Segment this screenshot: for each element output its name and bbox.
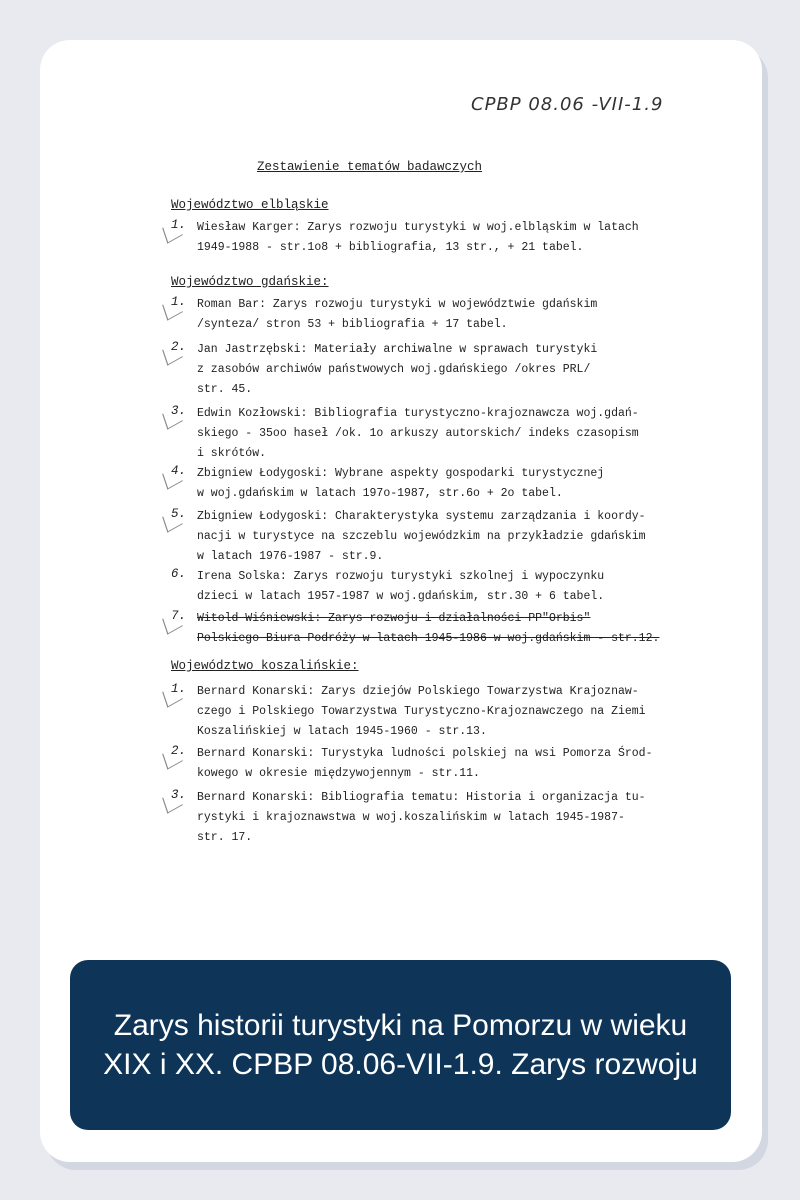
- item-number: 2.: [171, 340, 187, 354]
- list-item: [171, 567, 701, 607]
- item-text: Zbigniew Łodygoski: Wybrane aspekty gospodarki turystycznej w woj.gdańskim w latach 197o-1987, str.6o + 2o tabel.: [197, 467, 605, 500]
- item-number: 4.: [171, 464, 187, 478]
- item-text: Edwin Kozłowski: Bibliografia turystyczno-krajoznawcza woj.gdań- skiego - 35oo haseł /ok. 1o arkuszy autorskich/ indeks czasopism i skrótów.: [197, 407, 639, 460]
- caption-text: Zarys historii turystyki na Pomorzu w wieku XIX i XX. CPBP 08.06-VII-1.9. Zarys rozwoju: [103, 1009, 698, 1081]
- item-number: 1.: [171, 295, 187, 309]
- document-title: Zestawienie tematów badawczych: [257, 160, 483, 174]
- list-item: [171, 507, 701, 567]
- item-number: 3.: [171, 788, 187, 802]
- list-item: [171, 788, 701, 848]
- section-heading-elblaskie: Województwo elbląskie: [171, 198, 329, 212]
- item-text: Bernard Konarski: Zarys dziejów Polskiego Towarzystwa Krajoznaw- czego i Polskiego Towarzystwa Turystyczno-Krajoznawczego na Ziemi Koszalińskiej w latach 1945-1960 - str.13.: [197, 685, 646, 738]
- item-number: 6.: [171, 567, 187, 581]
- list-item: [171, 218, 701, 258]
- item-text: Bernard Konarski: Turystyka ludności polskiej na wsi Pomorza Środ- kowego w okresie międzywojennym - str.11.: [197, 747, 653, 780]
- section-heading-koszalinskie: Województwo koszalińskie:: [171, 659, 359, 673]
- item-text: Witold Wiśniewski: Zarys rozwoju i działalności PP"Orbis" Polskiego Biura Podróży w latach 1945-1986 w woj.gdańskim - str.12.: [197, 612, 660, 645]
- item-text: Roman Bar: Zarys rozwoju turystyki w województwie gdańskim /synteza/ stron 53 + bibliografia + 17 tabel.: [197, 298, 598, 331]
- item-number: 5.: [171, 507, 187, 521]
- item-text: Zbigniew Łodygoski: Charakterystyka systemu zarządzania i koordy- nacji w turystyce na szczeblu wojewódzkim na przykładzie gdańskim w latach 1976-1987 - str.9.: [197, 510, 646, 563]
- list-item-struck: [171, 609, 701, 649]
- item-text: Irena Solska: Zarys rozwoju turystyki szkolnej i wypoczynku dzieci w latach 1957-1987 w woj.gdańskim, str.30 + 6 tabel.: [197, 570, 605, 603]
- list-item: [171, 404, 701, 464]
- list-item: [171, 464, 701, 504]
- item-text: Wiesław Karger: Zarys rozwoju turystyki w woj.elbląskim w latach 1949-1988 - str.1o8 + bibliografia, 13 str., + 21 tabel.: [197, 221, 639, 254]
- list-item: [171, 682, 701, 742]
- list-item: [171, 744, 701, 784]
- list-item: [171, 340, 701, 400]
- list-item: [171, 295, 701, 335]
- item-number: 2.: [171, 744, 187, 758]
- document-page: [93, 70, 708, 930]
- item-text: Jan Jastrzębski: Materiały archiwalne w sprawach turystyki z zasobów archiwów państwowych woj.gdańskiego /okres PRL/ str. 45.: [197, 343, 598, 396]
- caption-banner: [70, 960, 731, 1130]
- item-number: 3.: [171, 404, 187, 418]
- item-number: 1.: [171, 218, 187, 232]
- item-text: Bernard Konarski: Bibliografia tematu: Historia i organizacja tu- rystyki i krajoznawstwa w woj.koszalińskim w latach 1945-1987- str. 17.: [197, 791, 646, 844]
- item-number: 7.: [171, 609, 187, 623]
- item-number: 1.: [171, 682, 187, 696]
- archive-stamp: CPBP 08.06 -VII-1.9: [471, 94, 664, 115]
- section-heading-gdanskie: Województwo gdańskie:: [171, 275, 329, 289]
